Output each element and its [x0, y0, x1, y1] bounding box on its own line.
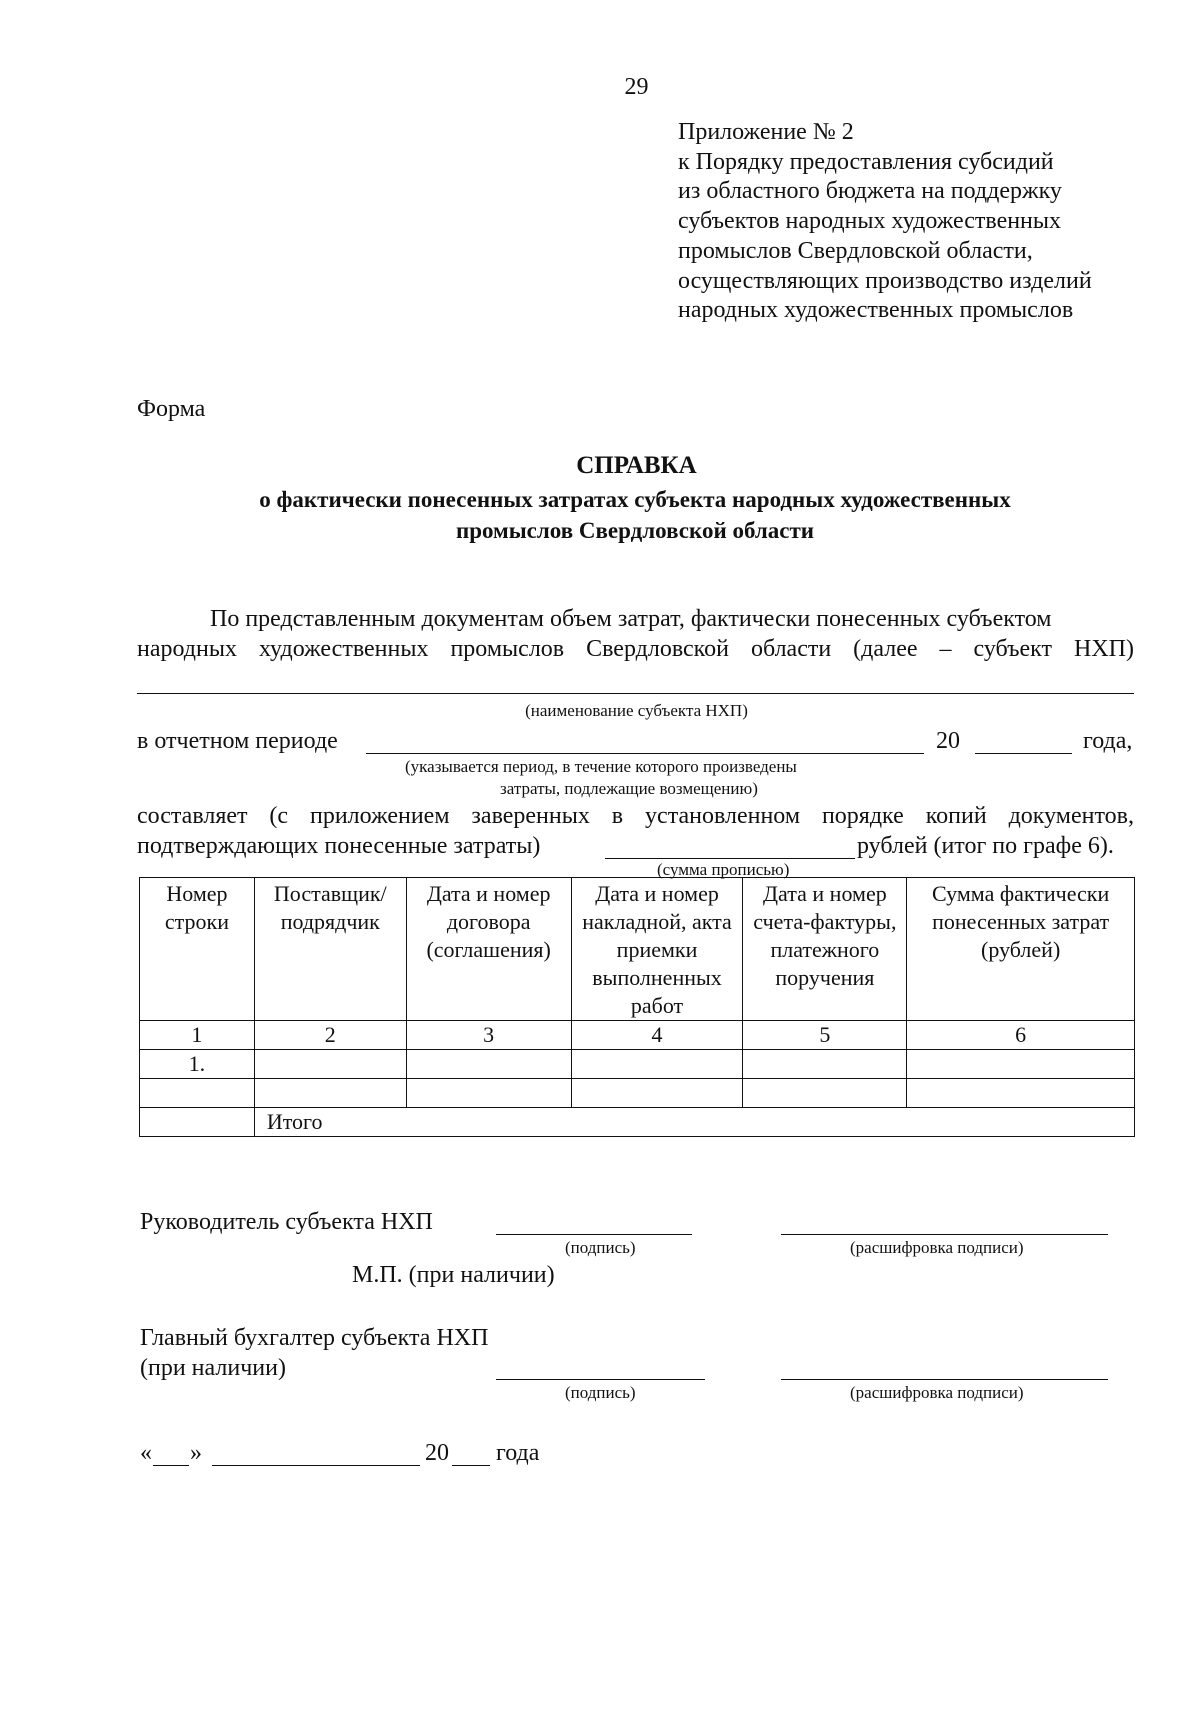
- accountant-decoding-line[interactable]: [781, 1379, 1108, 1380]
- form-label: Форма: [137, 396, 206, 422]
- subject-name-line[interactable]: [137, 693, 1134, 694]
- document-title: СПРАВКА: [576, 452, 697, 479]
- table-cell[interactable]: [571, 1079, 743, 1108]
- table-cell[interactable]: [254, 1050, 406, 1079]
- date-open-quote: «: [140, 1440, 152, 1466]
- header-row-number: Номер строки: [140, 878, 255, 1021]
- date-year-prefix: 20: [425, 1440, 449, 1466]
- accountant-signature-line[interactable]: [496, 1379, 705, 1380]
- table-cell[interactable]: [571, 1050, 743, 1079]
- sum-caption: (сумма прописью): [657, 860, 790, 879]
- paragraph-2-line-1: составляет (с приложением заверенных в установленном порядке копий документов,: [137, 803, 1134, 829]
- head-decoding-caption: (расшифровка подписи): [850, 1238, 1024, 1257]
- total-row: [140, 1108, 1135, 1137]
- year-input-line[interactable]: [975, 753, 1072, 754]
- period-input-line[interactable]: [366, 753, 924, 754]
- table-cell[interactable]: [254, 1079, 406, 1108]
- appendix-line: промыслов Свердловской области,: [678, 237, 1033, 264]
- header-payment: Дата и номер счета-фактуры, платежного поручения: [743, 878, 907, 1021]
- day-input-line[interactable]: [153, 1465, 189, 1466]
- table-header-row: [140, 878, 1135, 1021]
- paragraph-2-line-2-end: рублей (итог по графе 6).: [857, 833, 1114, 859]
- month-input-line[interactable]: [212, 1465, 420, 1466]
- appendix-line: из областного бюджета на поддержку: [678, 178, 1062, 205]
- paragraph-1-line-2: народных художественных промыслов Свердловской области (далее – субъект НХП): [137, 636, 1134, 662]
- total-label: Итого: [254, 1108, 1134, 1137]
- year-suffix: года,: [1083, 728, 1133, 754]
- column-number: 5: [743, 1021, 907, 1050]
- column-number: 3: [406, 1021, 571, 1050]
- accountant-label-2: (при наличии): [140, 1355, 286, 1381]
- column-number: 1: [140, 1021, 255, 1050]
- accountant-signature-caption: (подпись): [565, 1383, 636, 1402]
- table-cell[interactable]: [907, 1079, 1135, 1108]
- paragraph-1-line-1: По представленным документам объем затрат, фактически понесенных субъектом: [210, 606, 1052, 632]
- column-number: 6: [907, 1021, 1135, 1050]
- column-number-row: [140, 1021, 1135, 1050]
- subject-name-caption: (наименование субъекта НХП): [525, 701, 748, 720]
- date-year-suffix: года: [496, 1440, 540, 1466]
- page-number: 29: [624, 74, 649, 100]
- table-cell[interactable]: [907, 1050, 1135, 1079]
- appendix-line: народных художественных промыслов: [678, 297, 1074, 324]
- table-cell: [140, 1108, 255, 1137]
- head-signature-caption: (подпись): [565, 1238, 636, 1257]
- period-label: в отчетном периоде: [137, 728, 338, 754]
- head-label: Руководитель субъекта НХП: [140, 1209, 433, 1235]
- appendix-line: к Порядку предоставления субсидий: [678, 148, 1054, 175]
- head-signature-line[interactable]: [496, 1234, 692, 1235]
- header-sum: Сумма фактически понесенных затрат (рублей): [907, 878, 1135, 1021]
- costs-table: [139, 877, 1135, 1137]
- year-prefix: 20: [936, 728, 960, 754]
- header-supplier: Поставщик/ подрядчик: [254, 878, 406, 1021]
- column-number: 2: [254, 1021, 406, 1050]
- period-caption-2: затраты, подлежащие возмещению): [500, 779, 758, 798]
- table-cell[interactable]: [743, 1079, 907, 1108]
- subtitle-text: о фактически понесенных затратах субъекта народных художественных промыслов Свердловской области: [259, 487, 1011, 543]
- date-close-quote: »: [190, 1440, 202, 1466]
- column-number: 4: [571, 1021, 743, 1050]
- row-number: 1.: [140, 1050, 255, 1079]
- table-cell[interactable]: [406, 1050, 571, 1079]
- date-year-input-line[interactable]: [452, 1465, 490, 1466]
- head-decoding-line[interactable]: [781, 1234, 1108, 1235]
- period-caption-1: (указывается период, в течение которого произведены: [405, 757, 797, 776]
- table-cell[interactable]: [743, 1050, 907, 1079]
- appendix-line: Приложение № 2: [678, 119, 854, 145]
- appendix-line: субъектов народных художественных: [678, 208, 1062, 235]
- accountant-label-1: Главный бухгалтер субъекта НХП: [140, 1325, 489, 1351]
- sum-input-line[interactable]: [605, 858, 855, 859]
- header-contract: Дата и номер договора (соглашения): [406, 878, 571, 1021]
- accountant-decoding-caption: (расшифровка подписи): [850, 1383, 1024, 1402]
- document-subtitle: [205, 484, 1065, 546]
- appendix-line: осуществляющих производство изделий: [678, 267, 1092, 294]
- table-row: [140, 1050, 1135, 1079]
- table-cell[interactable]: [140, 1079, 255, 1108]
- header-invoice: Дата и номер накладной, акта приемки выполненных работ: [571, 878, 743, 1021]
- paragraph-2-line-2-start: подтверждающих понесенные затраты): [137, 833, 541, 859]
- stamp-label: М.П. (при наличии): [352, 1262, 555, 1288]
- appendix-block: [678, 118, 1092, 326]
- table-row: [140, 1079, 1135, 1108]
- table-cell[interactable]: [406, 1079, 571, 1108]
